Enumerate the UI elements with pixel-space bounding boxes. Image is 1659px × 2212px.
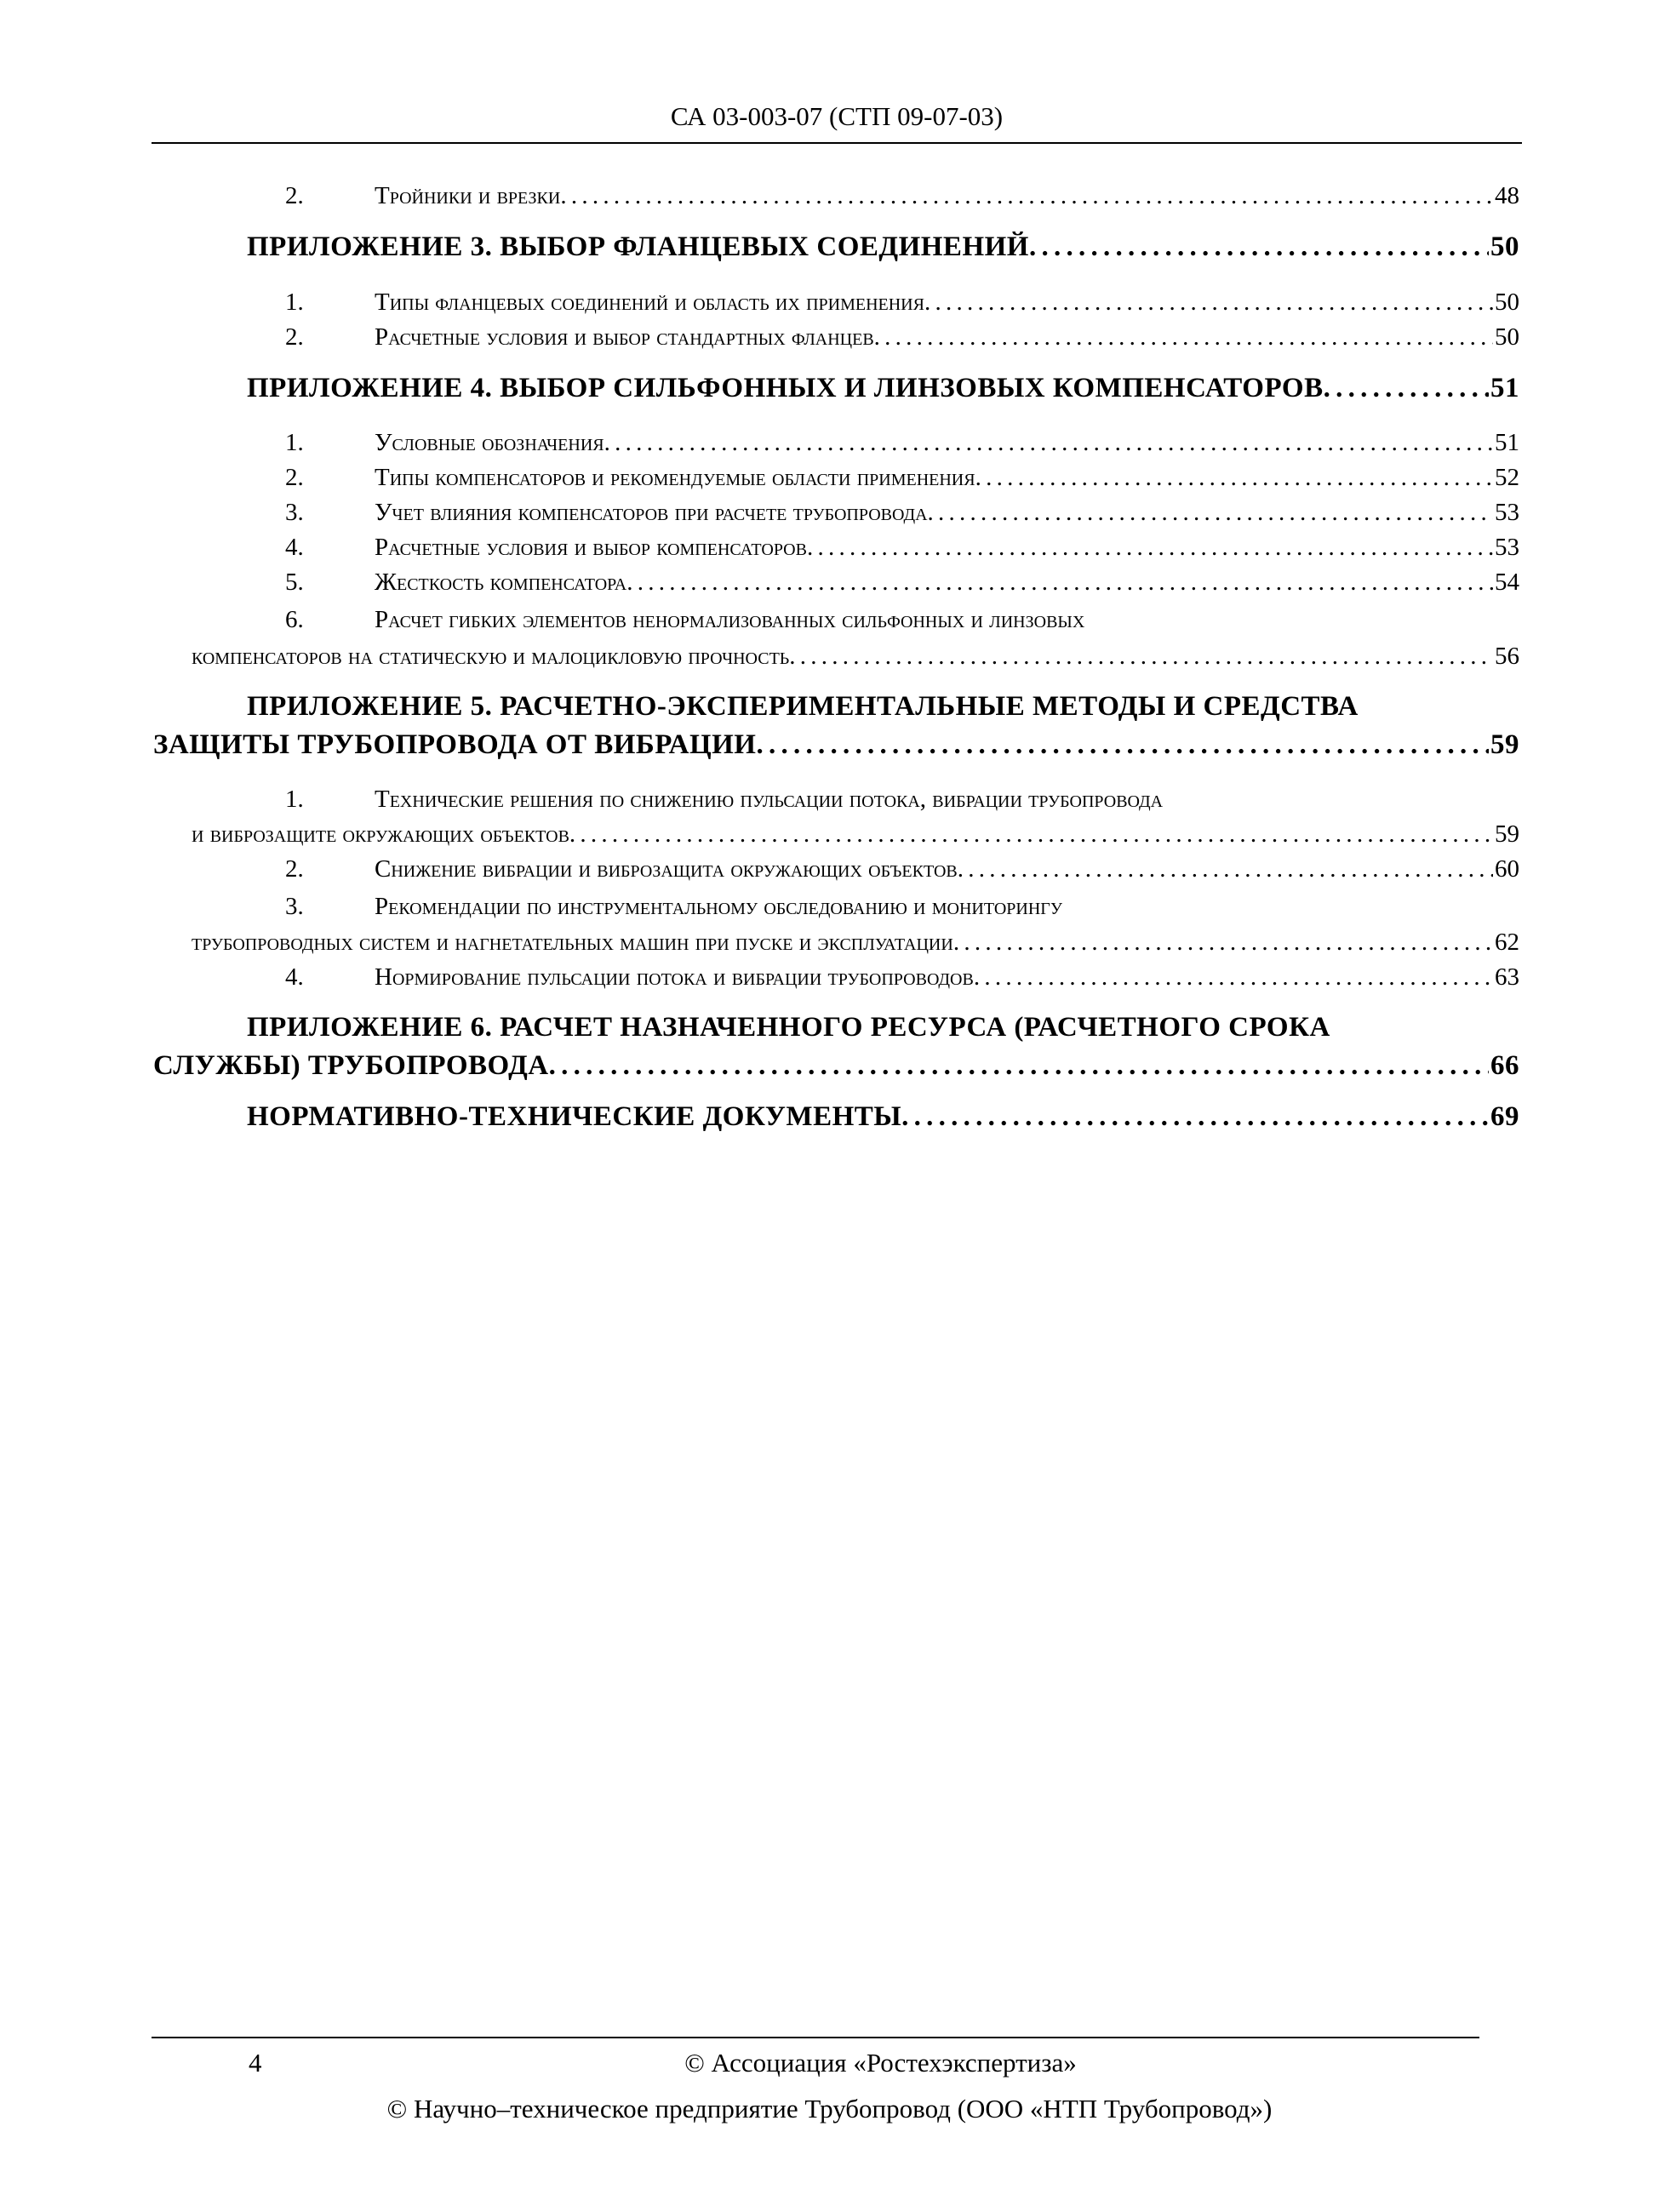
toc-page-number: 51 bbox=[1490, 373, 1519, 403]
toc-entry-number: 1. bbox=[285, 429, 304, 456]
dot-leader bbox=[874, 321, 1493, 353]
toc-page-number: 50 bbox=[1490, 231, 1519, 262]
toc-page-number: 63 bbox=[1495, 963, 1519, 991]
toc-appendix-heading[interactable] bbox=[247, 369, 1519, 407]
toc-page-number: 48 bbox=[1495, 182, 1519, 209]
toc-appendix-heading[interactable] bbox=[247, 1098, 1519, 1135]
toc-entry-text: Рекомендации по инструментальному обследованию и мониторингу bbox=[375, 893, 1062, 920]
toc-entry-text: Расчетные условия и выбор стандартных фланцев bbox=[375, 323, 874, 351]
toc-entry[interactable] bbox=[285, 180, 1519, 212]
toc-entry-text: Технические решения по снижению пульсации потока, вибрации трубопровода bbox=[375, 786, 1164, 813]
toc-entry-number: 5. bbox=[285, 569, 304, 596]
toc-appendix-title: ПРИЛОЖЕНИЕ 3. ВЫБОР ФЛАНЦЕВЫХ СОЕДИНЕНИЙ bbox=[247, 231, 1029, 262]
toc-entry-text: Снижение вибрации и виброзащита окружающих объектов bbox=[375, 855, 958, 883]
toc-appendix-heading[interactable] bbox=[153, 1047, 1519, 1084]
page-number: 4 bbox=[249, 2048, 262, 2078]
toc-page-number: 66 bbox=[1490, 1050, 1519, 1081]
toc-entry-text: Условные обозначения bbox=[375, 429, 604, 456]
toc-appendix-title: СЛУЖБЫ) ТРУБОПРОВОДА bbox=[153, 1050, 549, 1081]
dot-leader bbox=[928, 496, 1493, 529]
toc-entry-continuation[interactable] bbox=[192, 818, 1519, 850]
document-code: СА 03-003-07 (СТП 09-07-03) bbox=[670, 101, 1004, 131]
dot-leader bbox=[974, 961, 1493, 993]
toc-entry-number: 1. bbox=[285, 289, 304, 316]
toc-entry[interactable] bbox=[285, 426, 1519, 459]
toc-entry-text: Нормирование пульсации потока и вибрации трубопроводов bbox=[375, 963, 974, 991]
dot-leader bbox=[560, 180, 1493, 212]
toc-entry[interactable] bbox=[285, 961, 1519, 993]
toc-entry-text: Типы компенсаторов и рекомендуемые области применения bbox=[375, 464, 975, 491]
toc-entry-text: Расчет гибких элементов ненормализованных сильфонных и линзовых bbox=[375, 606, 1085, 633]
dot-leader bbox=[1029, 228, 1489, 266]
footer-divider bbox=[152, 2037, 1479, 2038]
toc-appendix-heading-first-line[interactable]: ПРИЛОЖЕНИЕ 6. РАСЧЕТ НАЗНАЧЕННОГО РЕСУРСА (РАСЧЕТНОГО СРОКА bbox=[247, 1012, 1330, 1043]
toc-appendix-heading[interactable] bbox=[153, 726, 1519, 763]
toc-entry-number: 2. bbox=[285, 464, 304, 491]
dot-leader bbox=[1324, 369, 1489, 407]
toc-appendix-title: НОРМАТИВНО-ТЕХНИЧЕСКИЕ ДОКУМЕНТЫ bbox=[247, 1101, 902, 1132]
toc-page-number: 56 bbox=[1495, 643, 1519, 670]
toc-entry-first-line[interactable] bbox=[285, 890, 1062, 923]
toc-entry[interactable] bbox=[285, 531, 1519, 563]
toc-entry-number: 4. bbox=[285, 534, 304, 561]
toc-entry[interactable] bbox=[285, 461, 1519, 494]
toc-entry-number: 4. bbox=[285, 963, 304, 991]
toc-entry-number: 6. bbox=[285, 606, 304, 633]
toc-page-number: 62 bbox=[1495, 929, 1519, 956]
toc-page-number: 50 bbox=[1495, 289, 1519, 316]
dot-leader bbox=[901, 1098, 1489, 1135]
toc-entry-continuation[interactable] bbox=[192, 926, 1519, 958]
dot-leader bbox=[549, 1047, 1489, 1084]
toc-page-number: 59 bbox=[1490, 729, 1519, 760]
toc-entry-number: 2. bbox=[285, 855, 304, 883]
toc-appendix-heading-first-line[interactable]: ПРИЛОЖЕНИЕ 5. РАСЧЕТНО-ЭКСПЕРИМЕНТАЛЬНЫЕ МЕТОДЫ И СРЕДСТВА bbox=[247, 691, 1359, 722]
dot-leader bbox=[924, 286, 1493, 318]
dot-leader bbox=[958, 853, 1493, 885]
toc-page-number: 69 bbox=[1490, 1101, 1519, 1132]
dot-leader bbox=[604, 426, 1493, 459]
toc-page-number: 54 bbox=[1495, 569, 1519, 596]
toc-page-number: 53 bbox=[1495, 534, 1519, 561]
dot-leader bbox=[756, 726, 1489, 763]
toc-page-number: 59 bbox=[1495, 820, 1519, 848]
toc-entry-text: компенсаторов на статическую и малоцикловую прочность bbox=[192, 643, 790, 670]
toc-entry-continuation[interactable] bbox=[192, 640, 1519, 672]
copyright-line: © Научно–техническое предприятие Трубопровод (ООО «НТП Трубопровод») bbox=[386, 2094, 1273, 2123]
toc-appendix-title: ПРИЛОЖЕНИЕ 4. ВЫБОР СИЛЬФОННЫХ И ЛИНЗОВЫХ КОМПЕНСАТОРОВ bbox=[247, 373, 1324, 403]
toc-entry-text: Тройники и врезки bbox=[375, 182, 561, 209]
toc-appendix-title: ЗАЩИТЫ ТРУБОПРОВОДА ОТ ВИБРАЦИИ bbox=[153, 729, 757, 760]
toc-entry[interactable] bbox=[285, 853, 1519, 885]
toc-entry[interactable] bbox=[285, 286, 1519, 318]
toc-entry-first-line[interactable] bbox=[285, 603, 1084, 636]
toc-page-number: 52 bbox=[1495, 464, 1519, 491]
dot-leader bbox=[953, 926, 1493, 958]
copyright-line: © Ассоциация «Ростехэкспертиза» bbox=[684, 2048, 1077, 2078]
dot-leader bbox=[807, 531, 1493, 563]
toc-entry[interactable] bbox=[285, 496, 1519, 529]
dot-leader bbox=[975, 461, 1493, 494]
toc-page-number: 51 bbox=[1495, 429, 1519, 456]
toc-entry-number: 1. bbox=[285, 786, 304, 813]
dot-leader bbox=[789, 640, 1493, 672]
toc-entry[interactable] bbox=[285, 321, 1519, 353]
toc-entry[interactable] bbox=[285, 566, 1519, 598]
toc-entry-first-line[interactable] bbox=[285, 783, 1163, 815]
toc-entry-number: 3. bbox=[285, 499, 304, 526]
toc-entry-text: Жесткость компенсатора bbox=[375, 569, 627, 596]
toc-entry-text: Типы фланцевых соединений и область их применения bbox=[375, 289, 924, 316]
toc-entry-number: 2. bbox=[285, 323, 304, 351]
toc-entry-text: Расчетные условия и выбор компенсаторов bbox=[375, 534, 807, 561]
dot-leader bbox=[569, 818, 1493, 850]
toc-entry-text: Учет влияния компенсаторов при расчете трубопровода bbox=[375, 499, 928, 526]
toc-entry-text: и виброзащите окружающих объектов bbox=[192, 820, 569, 848]
toc-entry-text: трубопроводных систем и нагнетательных машин при пуске и эксплуатации bbox=[192, 929, 953, 956]
toc-appendix-heading[interactable] bbox=[247, 228, 1519, 266]
dot-leader bbox=[626, 566, 1493, 598]
toc-page-number: 50 bbox=[1495, 323, 1519, 351]
toc-page-number: 60 bbox=[1495, 855, 1519, 883]
toc-entry-number: 3. bbox=[285, 893, 304, 920]
toc-entry-number: 2. bbox=[285, 182, 304, 209]
toc-page-number: 53 bbox=[1495, 499, 1519, 526]
